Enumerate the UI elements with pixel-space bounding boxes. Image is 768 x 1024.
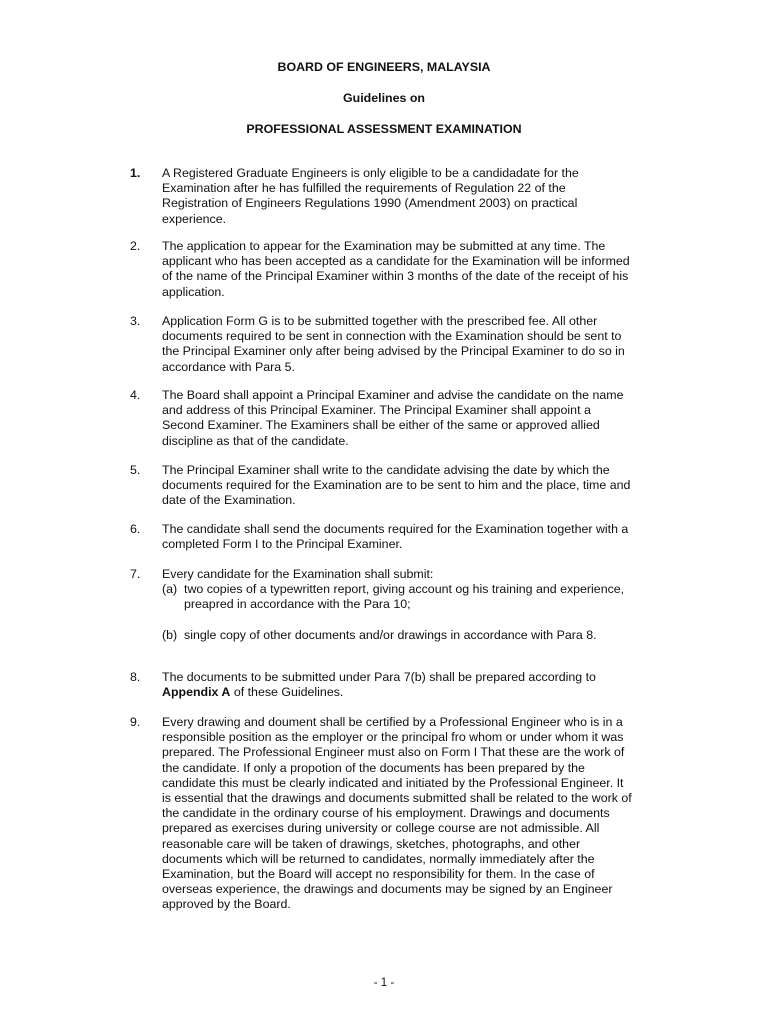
paragraph-number: 2. [130, 239, 141, 253]
paragraph-number: 3. [130, 314, 141, 328]
paragraph-number: 4. [130, 388, 141, 402]
paragraph-5 [130, 463, 650, 509]
paragraph-number: 5. [130, 463, 141, 477]
paragraph-number: 9. [130, 715, 141, 729]
sub-item-label: (b) [162, 627, 178, 642]
paragraph-text: Every candidate for the Examination shall submit: [162, 567, 434, 581]
paragraph-text [162, 670, 650, 700]
exam-title: PROFESSIONAL ASSESSMENT EXAMINATION [246, 122, 522, 136]
paragraph-3 [130, 314, 650, 375]
paragraph-7 [130, 567, 650, 643]
paragraph-8 [130, 670, 650, 700]
paragraph-text: A Registered Graduate Engineers is only eligible to be a candidadate for the Examination after he has fulfilled the requirements of Regulation 22 of the Registration of Engineers Regulations 1990 (Amendment 2003) on practical experience. [162, 166, 579, 226]
paragraph-text: Application Form G is to be submitted together with the prescribed fee. All other documents required to be sent in connection with the Examination should be sent to the Principal Examiner only after being advised by the Principal Examiner to do so in accordance with Para 5. [162, 314, 625, 374]
paragraph-4 [130, 388, 650, 449]
paragraph-6 [130, 522, 650, 552]
guidelines-heading: Guidelines on [343, 91, 425, 105]
paragraph-2 [130, 239, 650, 300]
paragraph-text-line: The documents to be submitted under Para 7(b) shall be prepared according to [162, 670, 596, 684]
sub-item-a [162, 582, 650, 612]
paragraph-text: The Principal Examiner shall write to the candidate advising the date by which the documents required for the Examination are to be sent to him and the place, time and date of the Examination. [162, 463, 631, 508]
sub-item-label: (a) [162, 582, 178, 597]
paragraph-number: 1. [130, 166, 141, 180]
page-number: - 1 - [373, 977, 395, 989]
paragraph-number: 6. [130, 522, 141, 536]
paragraph-number: 7. [130, 567, 141, 581]
board-title: BOARD OF ENGINEERS, MALAYSIA [277, 60, 491, 74]
paragraph-text: The Board shall appoint a Principal Examiner and advise the candidate on the name and address of this Principal Examiner. The Principal Examiner shall appoint a Second Examiner. The Examiners shall be either of the same or approved allied discipline as that of the candidate. [162, 388, 624, 448]
sub-item-text: two copies of a typewritten report, giving account og his training and experience, preapred in accordance with the Para 10; [184, 582, 625, 612]
paragraph-9 [130, 715, 650, 913]
appendix-reference: Appendix A [162, 685, 231, 700]
paragraph-number: 8. [130, 670, 141, 684]
paragraph-text: Every drawing and doument shall be certified by a Professional Engineer who is in a responsible position as the employer or the principal fro whom or under whom it was prepared. The Professional Engineer must also on Form I That these are the work of the candidate. If only a propotion of the documents has been prepared by the candidate this must be clearly indicated and initiated by the Professional Engineer. It is essential that the drawings and documents submitted shall be related to the work of the candidate in the ordinary course of his employment. Drawings and documents prepared as exercises during university or college course are not admissible. All reasonable care will be taken of drawings, sketches, photographs, and other documents which will be returned to candidates, normally immediately after the Examination, but the Board will accept no responsibility for them. In the case of overseas experience, the drawings and documents may be signed by an Engineer approved by the Board. [162, 715, 632, 912]
paragraph-text: The application to appear for the Examination may be submitted at any time. The applicant who has been accepted as a candidate for the Examination will be informed of the name of the Principal Examiner within 3 months of the date of the receipt of his application. [162, 239, 630, 299]
paragraph-text: The candidate shall send the documents required for the Examination together with a completed Form I to the Principal Examiner. [162, 522, 629, 552]
sub-item-b [162, 628, 650, 643]
paragraph-1 [130, 166, 650, 227]
sub-item-text: single copy of other documents and/or drawings in accordance with Para 8. [184, 627, 597, 642]
paragraph-text-rest: of these Guidelines. [230, 685, 344, 700]
